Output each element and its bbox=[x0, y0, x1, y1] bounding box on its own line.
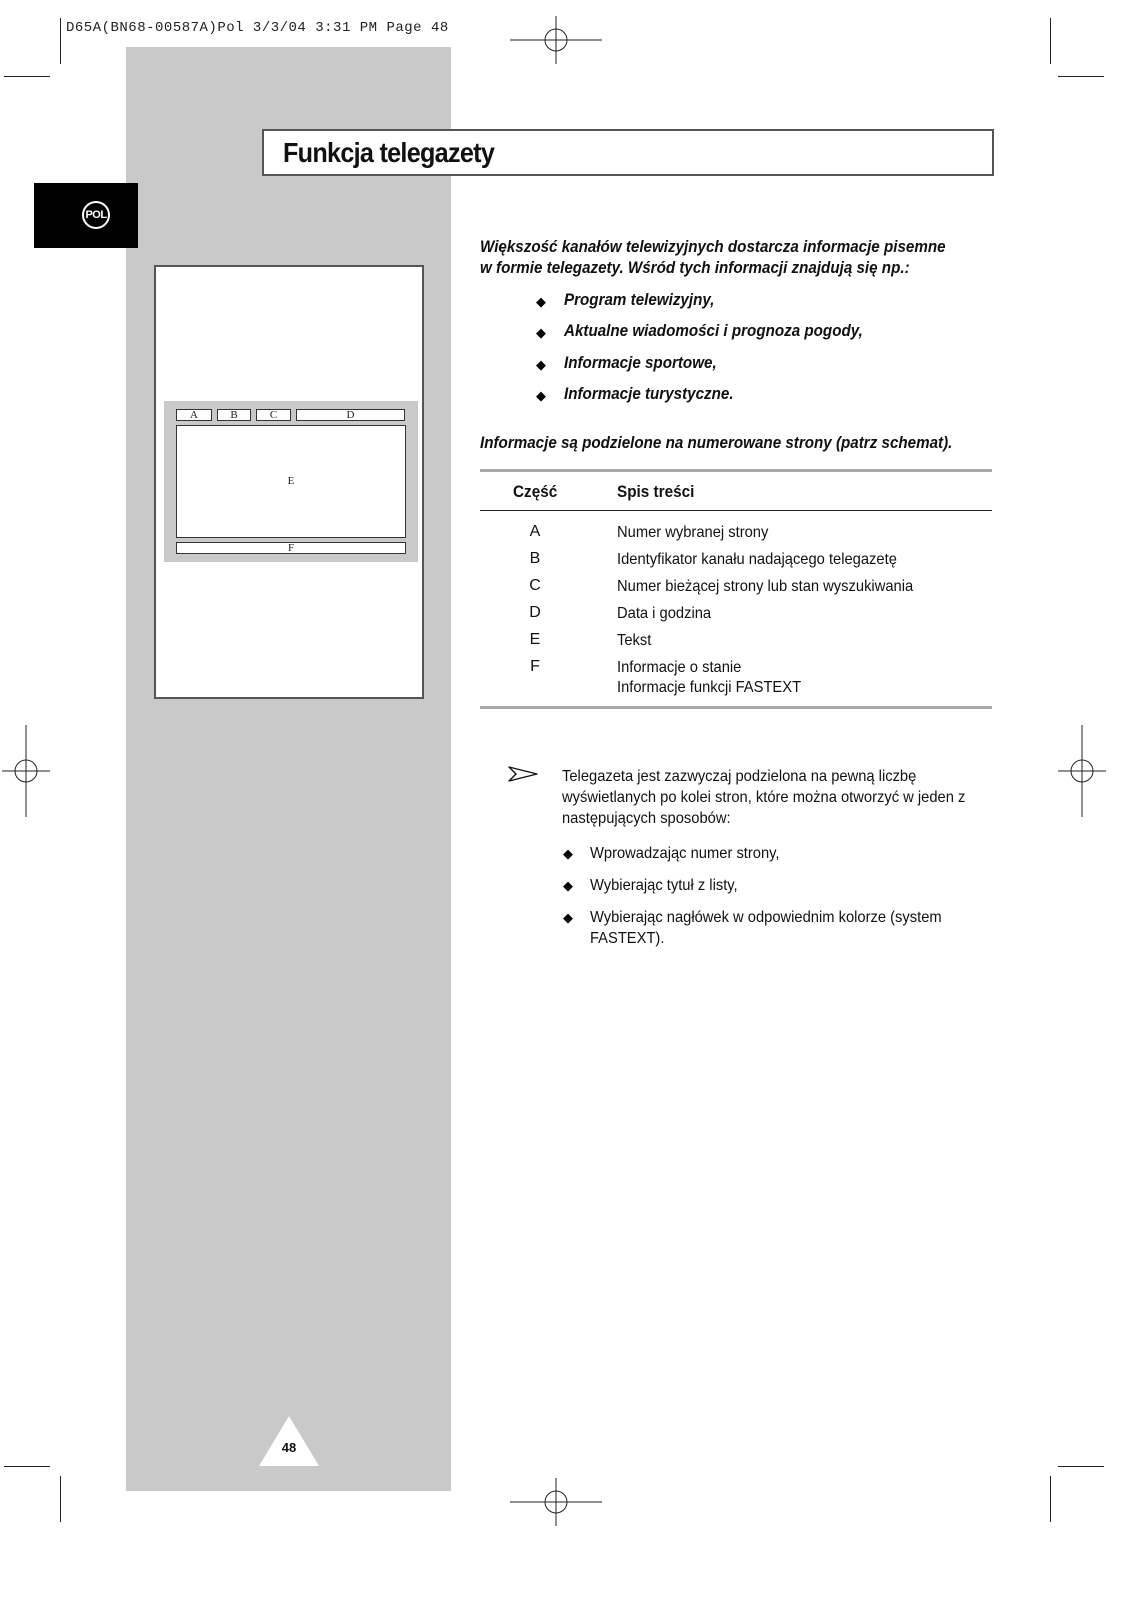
table-header-part: Część bbox=[513, 482, 558, 501]
diamond-bullet-icon: ◆ bbox=[536, 388, 546, 403]
table-cell-desc: Informacje funkcji FASTEXT bbox=[617, 679, 802, 696]
list-item: Wybierając nagłówek w odpowiednim kolorze (system FASTEXT). bbox=[590, 909, 942, 947]
table-header-rule bbox=[480, 510, 992, 511]
teletext-diagram bbox=[154, 265, 424, 699]
diagram-label-e: E bbox=[287, 475, 295, 487]
table-cell-desc: Informacje o stanie bbox=[617, 659, 742, 676]
registration-mark-icon bbox=[510, 16, 602, 64]
list-item: Informacje sportowe, bbox=[564, 354, 717, 372]
intro-paragraph: Większość kanałów telewizyjnych dostarcza informacje pisemne w formie telegazety. Wśród tych informacji znajdują się np.: bbox=[480, 238, 946, 277]
diagram-label-b: B bbox=[217, 409, 251, 421]
language-badge: POL bbox=[82, 201, 110, 229]
table-top-rule bbox=[480, 469, 992, 472]
table-cell-desc: Data i godzina bbox=[617, 605, 712, 622]
table-cell-desc: Numer wybranej strony bbox=[617, 524, 769, 541]
table-cell-desc: Tekst bbox=[617, 632, 652, 649]
diamond-bullet-icon: ◆ bbox=[536, 325, 546, 340]
list-item: Wybierając tytuł z listy, bbox=[590, 877, 738, 894]
tip-paragraph: Telegazeta jest zazwyczaj podzielona na pewną liczbę wyświetlanych po kolei stron, które można otworzyć w jeden z następujących sposobów: bbox=[562, 768, 966, 827]
language-tab bbox=[34, 183, 138, 248]
table-cell-part: A bbox=[529, 523, 541, 540]
diamond-bullet-icon: ◆ bbox=[536, 357, 546, 372]
diamond-bullet-icon: ◆ bbox=[563, 878, 573, 893]
list-item: Informacje turystyczne. bbox=[564, 385, 734, 403]
table-cell-part: B bbox=[529, 550, 541, 567]
print-header: D65A(BN68-00587A)Pol 3/3/04 3:31 PM Page 48 bbox=[66, 20, 449, 36]
registration-mark-icon bbox=[2, 725, 50, 817]
list-item: Aktualne wiadomości i prognoza pogody, bbox=[564, 322, 863, 340]
list-item: Program telewizyjny, bbox=[564, 291, 715, 309]
list-item: Wprowadzając numer strony, bbox=[590, 845, 780, 862]
table-cell-desc: Identyfikator kanału nadającego telegazetę bbox=[617, 551, 897, 568]
table-cell-desc: Numer bieżącej strony lub stan wyszukiwania bbox=[617, 578, 914, 595]
table-cell-part: D bbox=[529, 604, 541, 621]
pointer-arrow-icon bbox=[508, 765, 538, 783]
diagram-label-f: F bbox=[176, 542, 406, 554]
diamond-bullet-icon: ◆ bbox=[536, 294, 546, 309]
registration-mark-icon bbox=[1058, 725, 1106, 817]
diamond-bullet-icon: ◆ bbox=[563, 846, 573, 861]
diagram-label-a: A bbox=[176, 409, 212, 421]
page-title: Funkcja telegazety bbox=[283, 137, 495, 168]
table-cell-part: F bbox=[530, 658, 540, 675]
diagram-label-d: D bbox=[296, 409, 405, 421]
schema-note: Informacje są podzielone na numerowane strony (patrz schemat). bbox=[480, 434, 953, 452]
diamond-bullet-icon: ◆ bbox=[563, 910, 573, 925]
page-number: 48 bbox=[281, 1440, 297, 1455]
diagram-label-c: C bbox=[256, 409, 291, 421]
tv-screen bbox=[164, 401, 418, 562]
table-cell-part: E bbox=[529, 631, 541, 648]
table-cell-part: C bbox=[529, 577, 541, 594]
title-box bbox=[262, 129, 994, 176]
table-bottom-rule bbox=[480, 706, 992, 709]
diagram-text-area bbox=[176, 425, 406, 538]
sidebar-column bbox=[126, 47, 451, 1491]
table-header-contents: Spis treści bbox=[617, 482, 695, 501]
registration-mark-icon bbox=[510, 1478, 602, 1526]
